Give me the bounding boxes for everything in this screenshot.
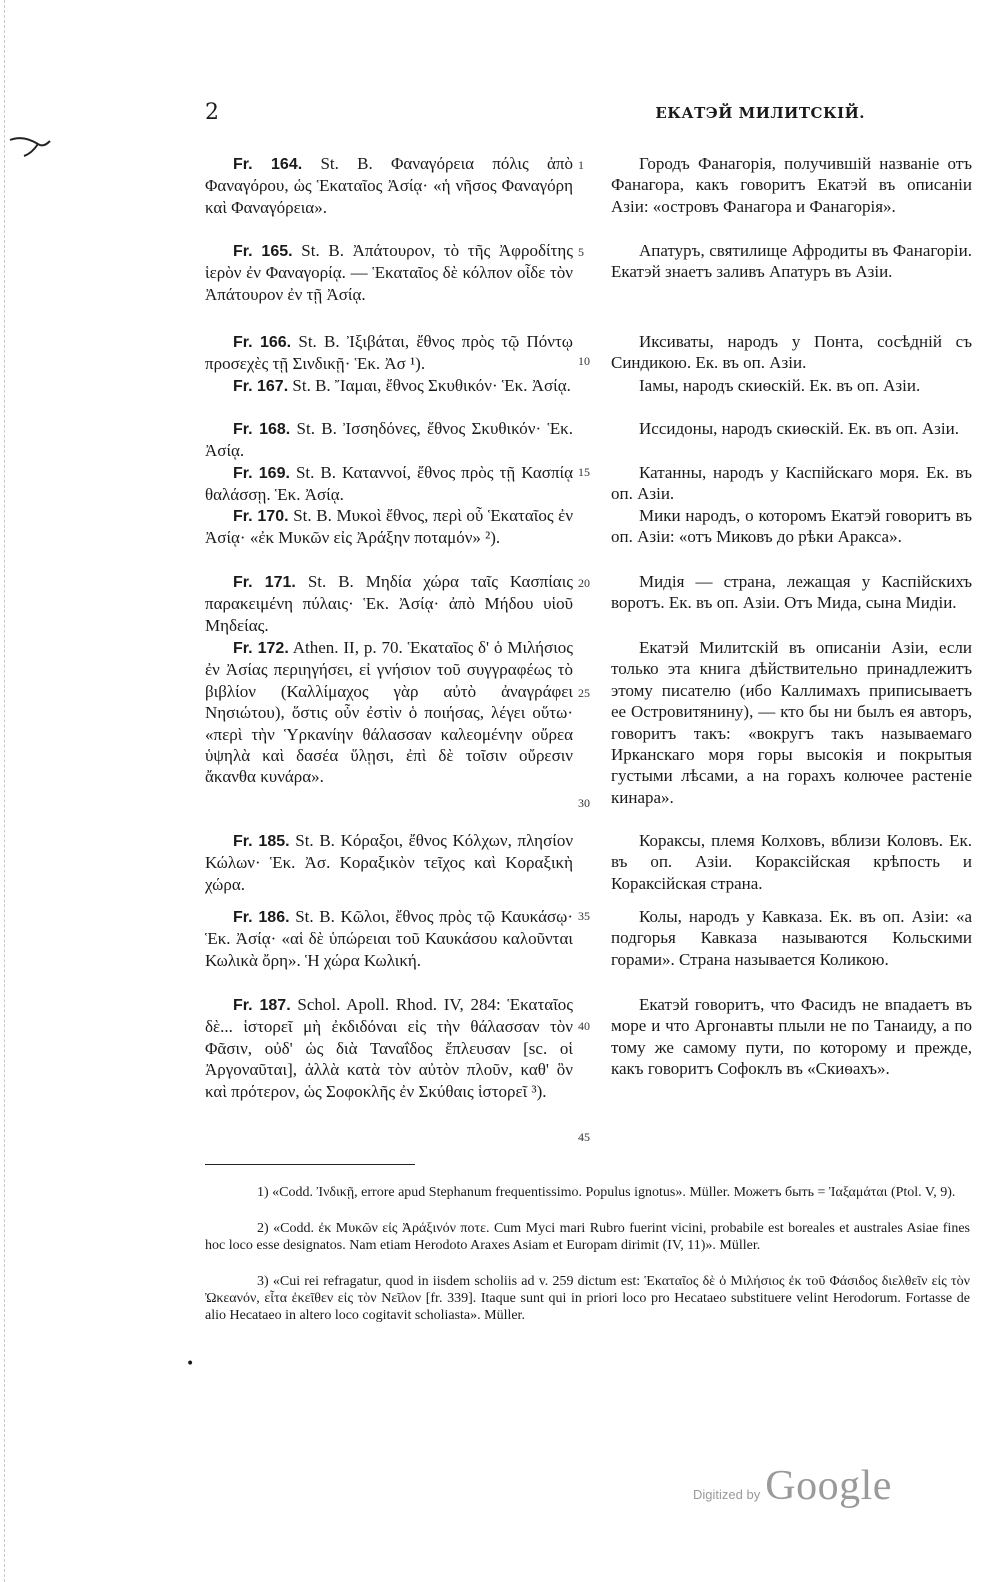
greek-text: St. B. Φαναγόρεια πόλις ἀπὸ Φαναγόρου, ὡς Ἑκαταῖος Ἀσίᾳ· «ἡ νῆσος Φαναγόρη καὶ Φαναγόρεια». [205,154,573,217]
line-number: 40 [578,1019,590,1033]
fragment-label: Fr. 170. [233,508,289,525]
line-number: 25 [578,686,590,700]
fragment-greek [205,462,573,506]
fragment-greek [205,637,573,788]
fragment-russian: Екатэй говоритъ, что Фасидъ не впадаетъ въ море и что Аргонавты плыли не по Танаиду, а по тому же самому пути, по которому и прежде, какъ говоритъ Софоклъ въ «Скиѳахъ». [611,995,972,1079]
line-number: 35 [578,909,590,923]
line-number: 1 [578,158,584,172]
fragment-label: Fr. 164. [233,156,303,173]
fragment-label: Fr. 187. [233,997,291,1014]
greek-text: St. B. Ἴαμαι, ἔθνος Σκυθικόν· Ἑκ. Ἀσίᾳ. [292,376,571,395]
fragment-label: Fr. 172. [233,640,289,657]
fragment-label: Fr. 171. [233,574,296,591]
watermark-prefix: Digitized by [693,1487,761,1502]
fragment-russian: Апатуръ, святилище Афродиты въ Фанагоріи. Екатэй знаетъ заливъ Апатуръ въ Азіи. [611,241,972,282]
greek-text: St. B. Ἰξιβάται, ἔθνος πρὸς τῷ Πόντῳ προσεχὲς τῇ Σινδικῇ· Ἑκ. Ἀσ ¹). [205,332,573,374]
fragment-greek [205,375,573,397]
footnote-separator [205,1164,415,1165]
google-logo: Google [765,1463,892,1509]
fragment-label: Fr. 168. [233,421,291,438]
fragment-greek [205,153,573,218]
greek-text: St. B. Κόραξοι, ἔθνος Κόλχων, πλησίον Κώλων· Ἑκ. Ἀσ. Κοραξικὸν τεῖχος καὶ Κοραξικὴ χώρα. [205,831,574,894]
footnote: 1) «Codd. Ἰνδικῇ, errore apud Stephanum frequentissimo. Populus ignotus». Müller. Можетъ быть = Ἰαξαμάται (Ptol. V, 9). [257,1185,956,1200]
fragment-russian: Кораксы, племя Колховъ, вблизи Коловъ. Ек. въ оп. Азіи. Кораксійская крѣпость и Кораксійская страна. [611,831,972,893]
scan-edge-mark [4,0,6,1582]
line-number: 30 [578,796,590,810]
fragment-russian: Мики народъ, о которомъ Екатэй говоритъ въ оп. Азіи: «отъ Миковъ до рѣки Аракса». [611,506,972,547]
fragment-label: Fr. 169. [233,465,290,482]
line-number: 10 [578,354,590,368]
fragment-russian: Мидія — страна, лежащая у Каспійскихъ воротъ. Ек. въ оп. Азіи. Отъ Мида, сына Мидіи. [611,572,972,613]
line-number: 20 [578,576,590,590]
fragment-greek [205,505,573,549]
fragment-greek [205,830,573,895]
page-header [205,100,975,128]
fragment-greek [205,240,573,305]
fragment-russian: Иссидоны, народъ скиѳскій. Ек. въ оп. Азіи. [639,419,959,438]
fragment-greek [205,906,573,971]
fragment-label: Fr. 186. [233,909,290,926]
fragment-label: Fr. 185. [233,833,290,850]
fragment-russian: Городъ Фанагорія, получившій названіе отъ Фанагора, какъ говоритъ Екатэй въ описаніи Азіи: «островъ Фанагора и Фанагорія». [611,154,972,216]
fragment-label: Fr. 167. [233,378,289,395]
greek-text: St. B. Ἀπάτουρον, τὸ τῆς Ἀφροδίτης ἱερὸν ἐν Φαναγορίᾳ. — Ἑκαταῖος δὲ κόλπον οἶδε τὸν Ἀπάτουρον ἐν τῇ Ἀσίᾳ. [205,241,573,304]
greek-text: St. B. Μηδία χώρα ταῖς Κασπίαις παρακειμένη πύλαις· Ἑκ. Ἀσίᾳ· ἀπὸ Μήδου υἱοῦ Μηδείας. [205,572,573,635]
fragment-russian: Екатэй Милитскій въ описаніи Азіи, если только эта книга дѣйствительно принадлежитъ этому писателю (ибо Каллимахъ приписываетъ ее Островитянину), — кто бы ни былъ ея авторъ, говоритъ такъ: «вокругъ такъ называемаго Ирканскаго моря горы высокія и покрытыя густыми лѣсами, а на горахъ колючее растеніе кинара». [611,638,972,807]
margin-dot: • [186,1356,195,1372]
fragment-russian: Іамы, народъ скиѳскій. Ек. въ оп. Азіи. [639,376,921,395]
fragment-greek [205,418,573,462]
greek-text: St. B. Ἰσσηδόνες, ἔθνος Σκυθικόν· Ἑκ. Ἀσίᾳ. [205,419,573,461]
footnote: 2) «Codd. ἐκ Μυκῶν εἰς Ἀράξινόν ποτε. Cum Myci mari Rubro fuerint vicini, probabile est boreales et australes Asiae fines hoc loco esse designatos. Nam etiam Herodoto Araxes Asiam et Europam dirimit (IV, 11)». Müller. [205,1221,970,1253]
greek-text: St. B. Κῶλοι, ἔθνος πρὸς τῷ Καυκάσῳ· Ἑκ. Ἀσίᾳ· «αἱ δὲ ὑπώρειαι τοῦ Καυκάσου καλοῦνται Κωλικὰ ὄρη». Ἡ χώρα Κωλική. [205,907,573,970]
greek-text: St. B. Καταννοί, ἔθνος πρὸς τῇ Κασπίᾳ θαλάσσῃ. Ἑκ. Ἀσίᾳ. [205,463,574,505]
line-number: 15 [578,465,590,479]
google-watermark [693,1462,892,1510]
fragment-russian: Катанны, народъ у Каспійскаго моря. Ек. въ оп. Азіи. [611,463,972,504]
line-number: 5 [578,245,584,259]
line-number: 45 [578,1130,590,1144]
fragment-label: Fr. 166. [233,334,292,351]
fragment-russian: Колы, народъ у Кавказа. Ек. въ оп. Азіи: «а подгорья Кавказа называются Кольскими горами». Страна называется Коликою. [611,907,972,969]
fragment-label: Fr. 165. [233,243,293,260]
greek-text: Athen. II, p. 70. Ἑκαταῖος δ' ὁ Μιλήσιος ἐν Ἀσίας περιηγήσει, εἰ γνήσιον τοῦ συγγραφέως τὸ βιβλίον (Καλλίμαχος γὰρ αὐτὸ ἀναγράφει Νησιώτου), ὅστις οὖν ἐστὶν ὁ ποιήσας, λέγει οὕτω· «περὶ τὴν Ὑρκανίην θάλασσαν καλεομένην οὔρεα ὑψηλὰ καὶ δασέα ὕλῃσι, ἐπὶ δὲ τοῖσιν οὔρεσιν ἄκανθα κυνάρα». [205,638,573,787]
fragment-greek [205,571,573,636]
fragment-greek [205,331,573,375]
fragment-russian: Иксиваты, народъ у Понта, сосѣдній съ Синдикою. Ек. въ оп. Азіи. [611,332,972,373]
margin-pen-mark [8,132,54,160]
footnote: 3) «Cui rei refragatur, quod in iisdem scholiis ad v. 259 dictum est: Ἑκαταῖος δὲ ὁ Μιλήσιος ἐκ τοῦ Φάσιδος διελθεῖν εἰς τὸν Ὠκεανόν, εἶτα ἐκεῖθεν εἰς τὸν Νεῖλον [fr. 339]. Itaque sunt qui in priori loco pro Hecataeo substituere velint Herodorum. Fortasse de alio Hecataeo in altero loco cogitavit scholiasta». Müller. [205,1274,970,1323]
fragment-greek [205,994,573,1102]
greek-text: Schol. Apoll. Rhod. IV, 284: Ἑκαταῖος δὲ... ἱστορεῖ μὴ ἐκδιδόναι εἰς τὴν θάλασσαν τὸν Φᾶσιν, οὐδ' ὡς διὰ Ταναΐδος ἔπλευσαν [sc. οἱ Ἀργοναῦται], ἀλλὰ κατὰ τὸν αὐτὸν πλοῦν, καθ' ὃν καὶ πρότερον, ὡς Σοφοκλῆς ἐν Σκύθαις ἱστορεῖ ³). [205,995,573,1101]
greek-text: St. B. Μυκοὶ ἔθνος, περὶ οὗ Ἑκαταῖος ἐν Ἀσίᾳ· «ἐκ Μυκῶν εἰς Ἀράξην ποταμόν» ²). [205,506,574,548]
page-number: 2 [205,100,219,125]
running-head: ЕКАТЭЙ МИЛИТСКІЙ. [655,104,865,122]
